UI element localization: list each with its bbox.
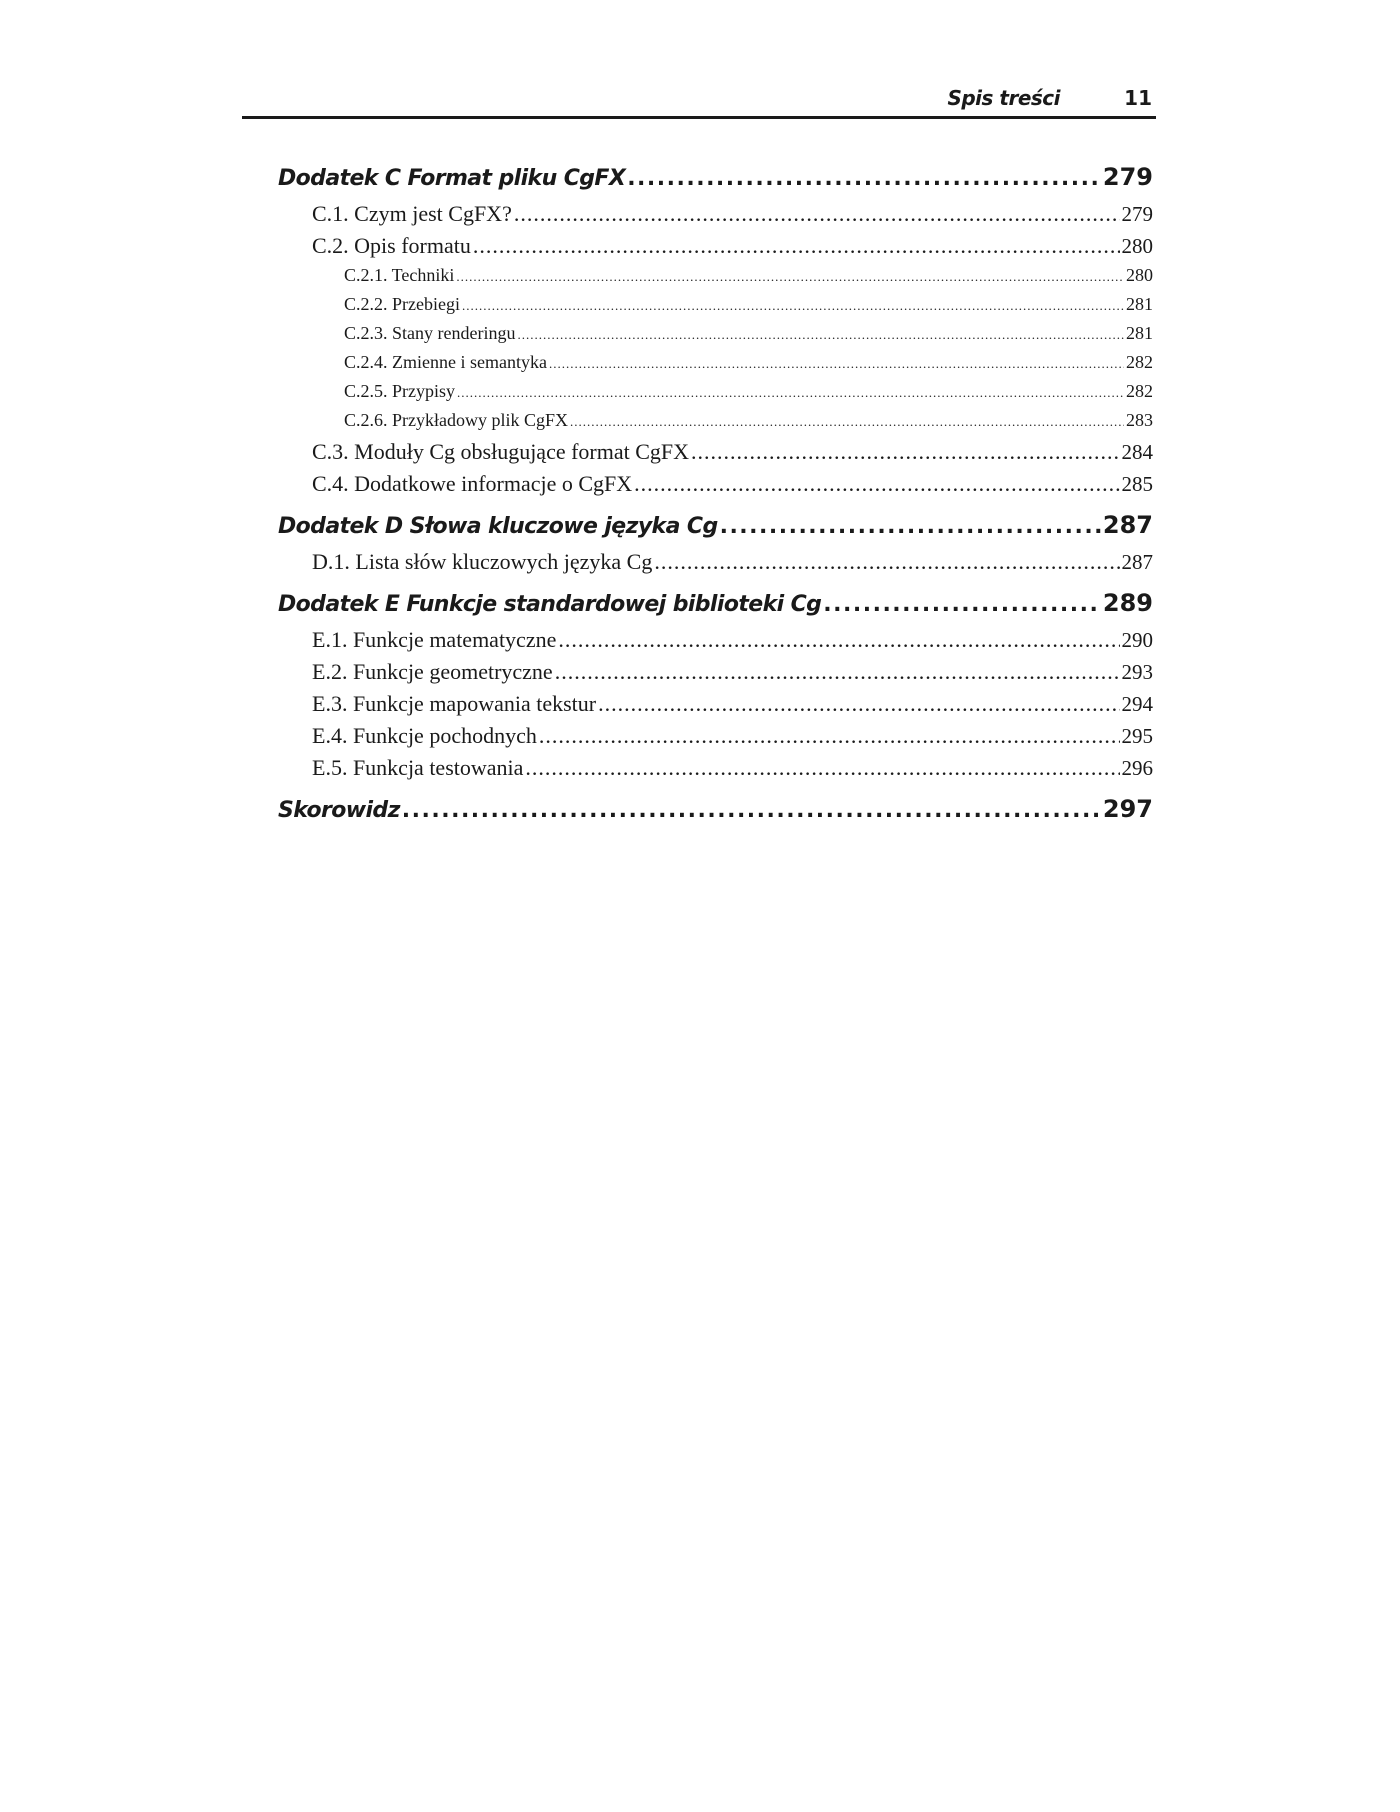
dot-leader	[539, 723, 1120, 749]
toc-chapter-entry[interactable]	[278, 511, 1153, 547]
toc-subsection-title: C.2.4. Zmienne i semantyka	[344, 352, 547, 372]
dot-leader	[456, 269, 1124, 285]
toc-section-page: 293	[1121, 660, 1153, 684]
toc-subsection-page: 281	[1126, 323, 1153, 343]
toc-subsection-entry[interactable]	[278, 381, 1153, 410]
dot-leader	[634, 471, 1119, 497]
toc-chapter-entry[interactable]	[278, 163, 1153, 199]
page-number: 11	[1124, 86, 1152, 110]
toc-section-entry[interactable]	[278, 659, 1153, 691]
running-header	[242, 80, 1156, 119]
toc-subsection-entry[interactable]	[278, 265, 1153, 294]
toc-section-title: C.3. Moduły Cg obsługujące format CgFX	[312, 439, 690, 464]
dot-leader	[549, 356, 1124, 372]
toc-chapter-title: Dodatek C Format pliku CgFX	[278, 166, 626, 191]
toc-chapter-title: Skorowidz	[278, 798, 400, 823]
dot-leader	[514, 201, 1120, 227]
toc-subsection-page: 281	[1126, 294, 1153, 314]
dot-leader	[570, 414, 1124, 430]
dot-leader	[691, 439, 1119, 465]
toc-subsection-entry[interactable]	[278, 352, 1153, 381]
toc-chapter-title: Dodatek E Funkcje standardowej biblioteki Cg	[278, 592, 822, 617]
table-of-contents	[278, 163, 1153, 839]
toc-subsection-title: C.2.1. Techniki	[344, 265, 455, 285]
toc-section-entry[interactable]	[278, 755, 1153, 787]
toc-chapter-title: Dodatek D Słowa kluczowe języka Cg	[278, 514, 718, 539]
toc-section-title: C.2. Opis formatu	[312, 233, 471, 258]
running-header-title: Spis treści	[947, 86, 1060, 110]
toc-section-entry[interactable]	[278, 723, 1153, 755]
toc-subsection-entry[interactable]	[278, 410, 1153, 439]
toc-section-entry[interactable]	[278, 233, 1153, 265]
toc-chapter-page: 287	[1102, 511, 1153, 539]
toc-section-title: D.1. Lista słów kluczowych języka Cg	[312, 549, 653, 574]
toc-chapter-entry[interactable]	[278, 589, 1153, 625]
dot-leader	[823, 592, 1101, 617]
dot-leader	[473, 233, 1120, 259]
toc-chapter	[278, 795, 1153, 831]
dot-leader	[720, 514, 1101, 539]
toc-chapter	[278, 511, 1153, 581]
toc-section-page: 290	[1121, 628, 1153, 652]
toc-section-page: 296	[1121, 756, 1153, 780]
toc-subsection-page: 282	[1126, 352, 1153, 372]
dot-leader	[558, 627, 1119, 653]
toc-subsection-entry[interactable]	[278, 294, 1153, 323]
toc-section-title: E.5. Funkcja testowania	[312, 755, 524, 780]
toc-section-entry[interactable]	[278, 691, 1153, 723]
dot-leader	[598, 691, 1119, 717]
toc-section-entry[interactable]	[278, 439, 1153, 471]
toc-subsection-title: C.2.6. Przykładowy plik CgFX	[344, 410, 569, 430]
toc-section-page: 280	[1121, 234, 1153, 258]
toc-section-page: 279	[1121, 202, 1153, 226]
toc-chapter-page: 289	[1102, 589, 1153, 617]
toc-section-title: C.1. Czym jest CgFX?	[312, 201, 512, 226]
dot-leader	[525, 755, 1119, 781]
toc-section-title: E.1. Funkcje matematyczne	[312, 627, 557, 652]
toc-section-page: 287	[1121, 550, 1153, 574]
toc-subsection-entry[interactable]	[278, 323, 1153, 352]
dot-leader	[462, 298, 1124, 314]
dot-leader	[627, 166, 1101, 191]
toc-section-page: 295	[1121, 724, 1153, 748]
dot-leader	[457, 385, 1124, 401]
toc-section-title: E.3. Funkcje mapowania tekstur	[312, 691, 597, 716]
toc-chapter	[278, 589, 1153, 787]
dot-leader	[555, 659, 1120, 685]
toc-section-title: E.4. Funkcje pochodnych	[312, 723, 537, 748]
toc-chapter-page: 279	[1102, 163, 1153, 191]
toc-section-page: 284	[1121, 440, 1153, 464]
dot-leader	[654, 549, 1119, 575]
toc-subsection-page: 283	[1126, 410, 1153, 430]
toc-subsection-page: 282	[1126, 381, 1153, 401]
toc-section-page: 285	[1121, 472, 1153, 496]
toc-section-entry[interactable]	[278, 627, 1153, 659]
toc-chapter-entry[interactable]	[278, 795, 1153, 831]
toc-section-page: 294	[1121, 692, 1153, 716]
toc-section-title: E.2. Funkcje geometryczne	[312, 659, 553, 684]
toc-chapter	[278, 163, 1153, 503]
toc-subsection-title: C.2.2. Przebiegi	[344, 294, 460, 314]
toc-chapter-page: 297	[1102, 795, 1153, 823]
toc-section-title: C.4. Dodatkowe informacje o CgFX	[312, 471, 633, 496]
toc-section-entry[interactable]	[278, 549, 1153, 581]
toc-section-entry[interactable]	[278, 201, 1153, 233]
dot-leader	[517, 327, 1124, 343]
toc-subsection-title: C.2.3. Stany renderingu	[344, 323, 516, 343]
dot-leader	[402, 798, 1101, 823]
toc-section-entry[interactable]	[278, 471, 1153, 503]
toc-subsection-page: 280	[1126, 265, 1153, 285]
toc-subsection-title: C.2.5. Przypisy	[344, 381, 456, 401]
